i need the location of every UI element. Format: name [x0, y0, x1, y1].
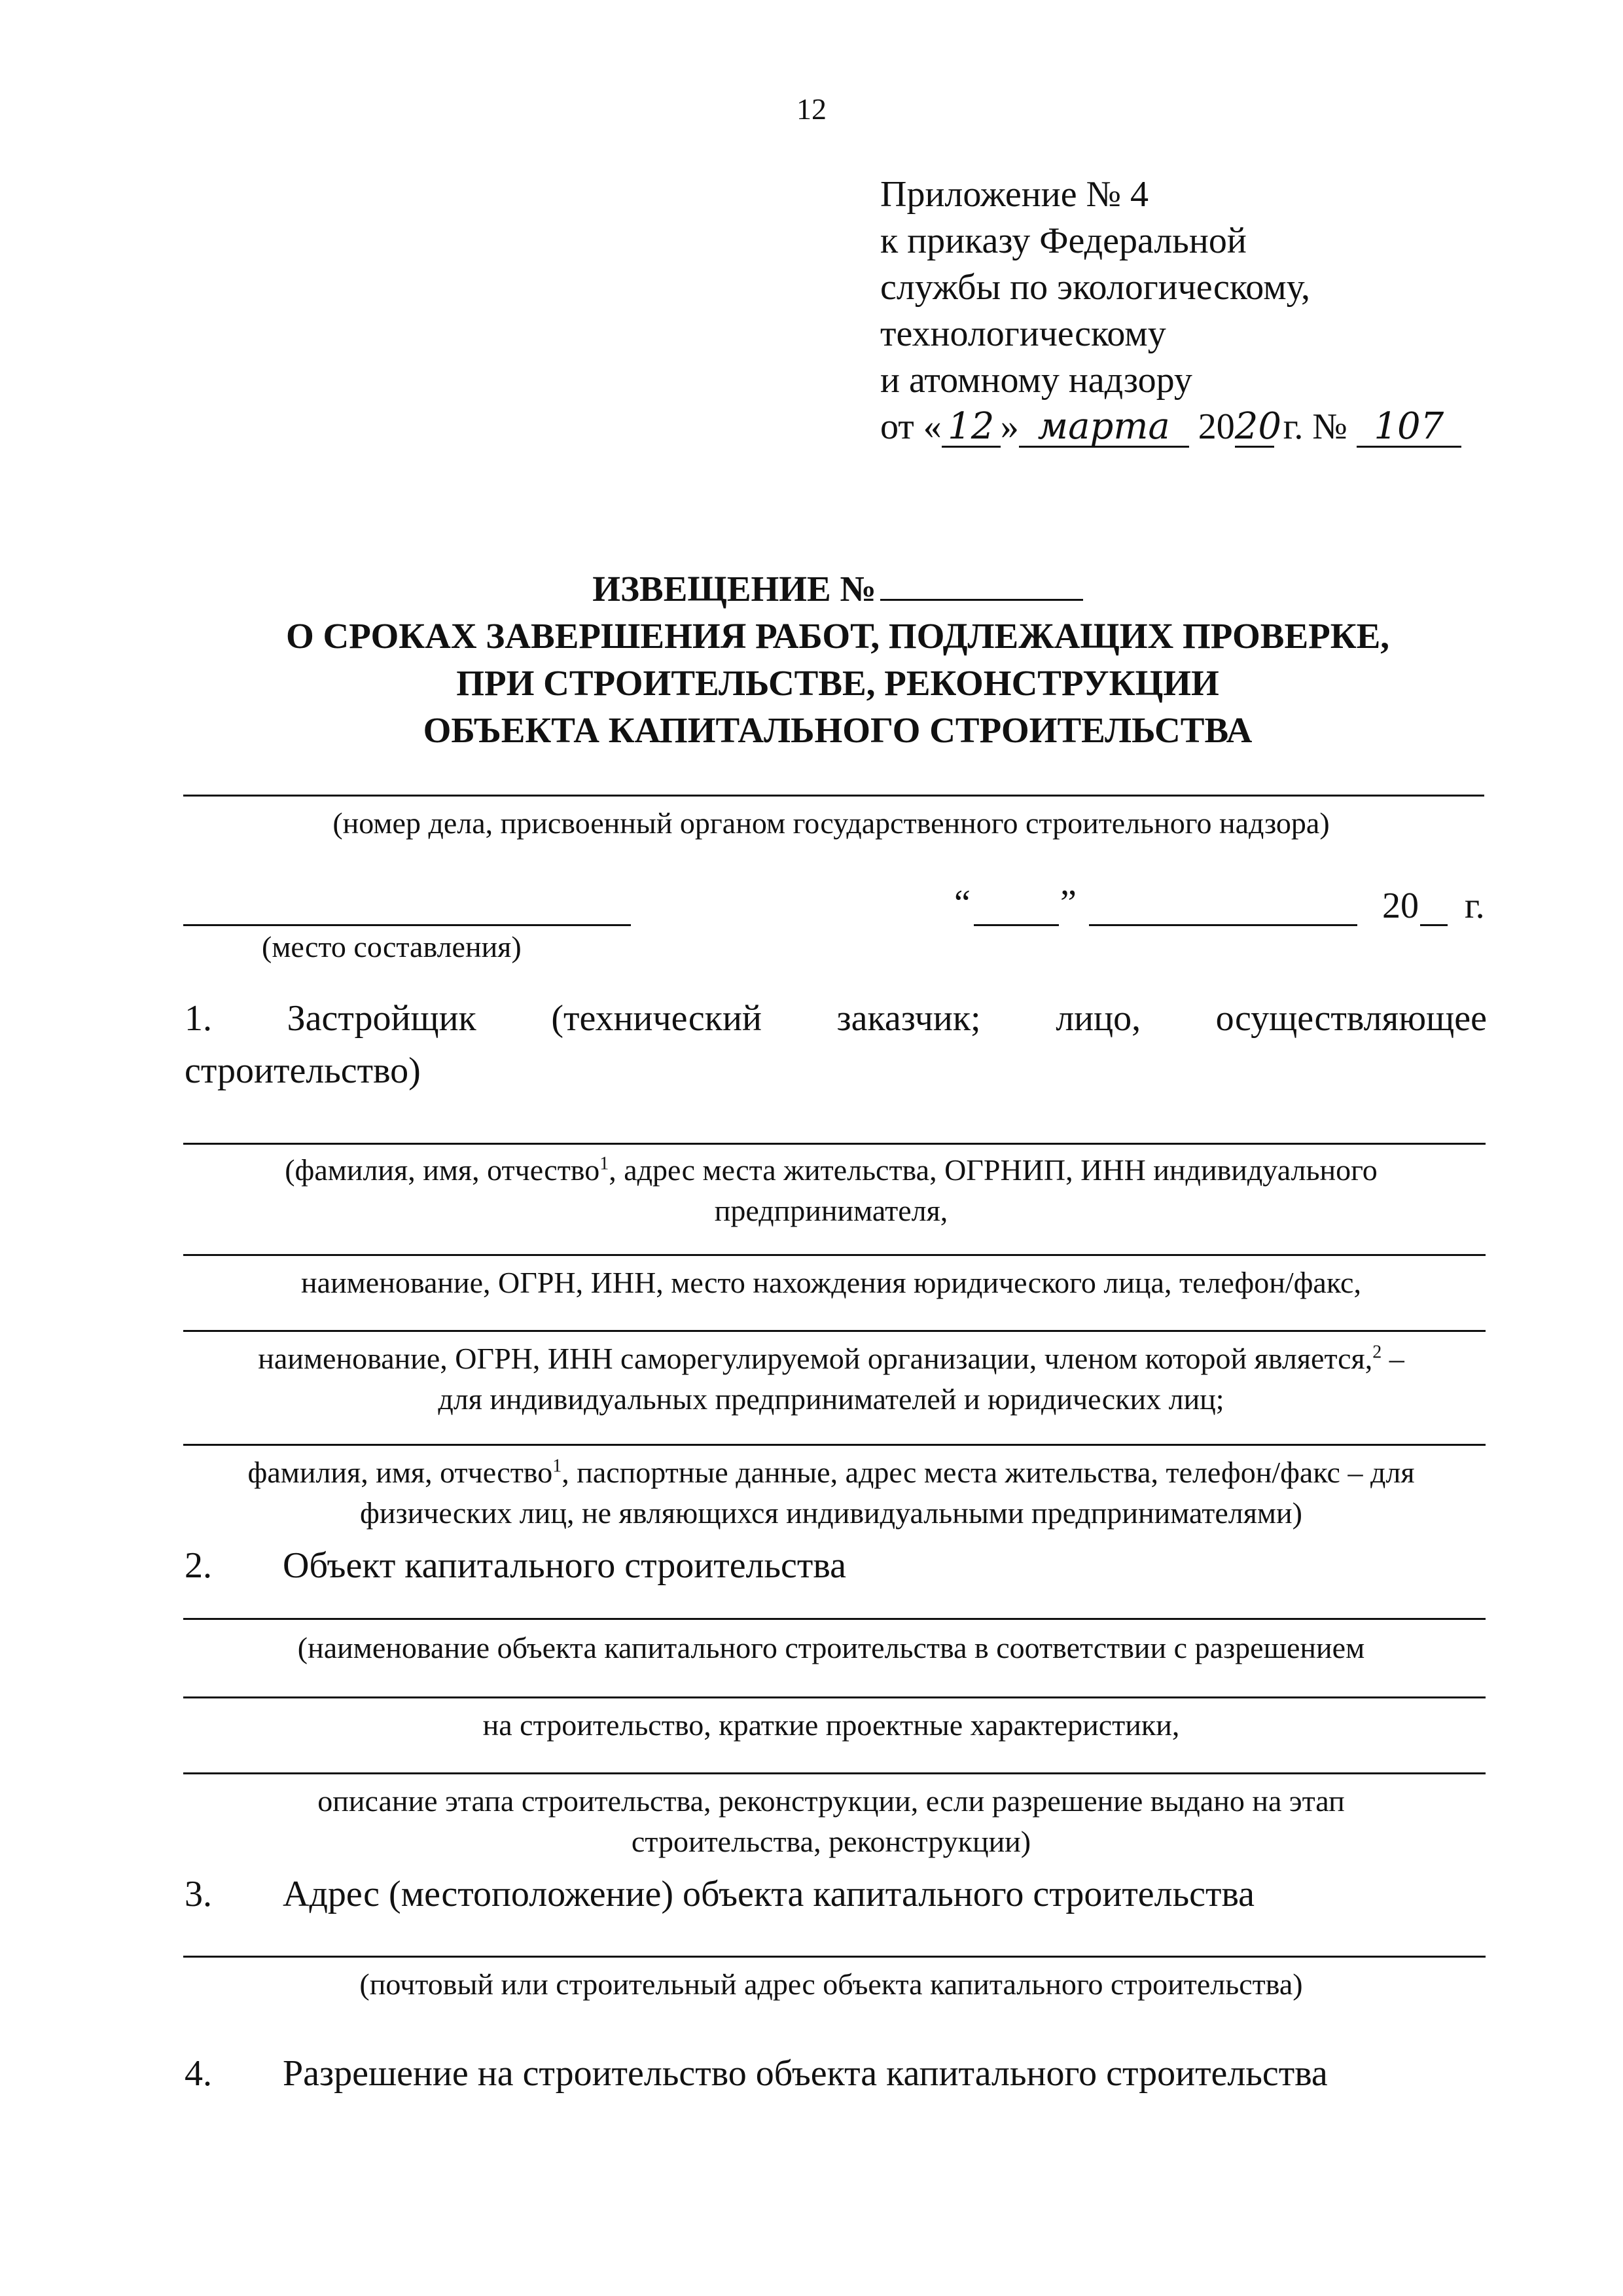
developer-caption-3b: для индивидуальных предпринимателей и юридических лиц; — [438, 1382, 1224, 1416]
case-number-field[interactable] — [183, 795, 1484, 797]
section-1-heading-line-2: строительство) — [185, 1050, 421, 1091]
developer-caption-1 — [183, 1149, 1479, 1191]
section-2-number: 2. — [185, 1545, 212, 1586]
date-open-quote: “ — [954, 883, 971, 924]
section-1-word: Застройщик — [287, 998, 476, 1039]
section-1-word: осуществляющее — [1215, 998, 1487, 1039]
place-field[interactable] — [183, 924, 631, 926]
appendix-line-5: и атомному надзору — [880, 360, 1192, 401]
caption-text: фамилия, имя, отчество — [247, 1456, 553, 1489]
appendix-line-3: службы по экологическому, — [880, 267, 1311, 308]
section-3-heading: Адрес (местоположение) объекта капитального строительства — [283, 1874, 1255, 1914]
developer-caption-2: наименование, ОГРН, ИНН, место нахождения юридического лица, телефон/факс, — [301, 1266, 1361, 1299]
developer-caption-1b: предпринимателя, — [714, 1194, 948, 1227]
case-number-caption: (номер дела, присвоенный органом государственного строительного надзора) — [332, 806, 1330, 840]
object-caption-3: описание этапа строительства, реконструкции, если разрешение выдано на этап — [317, 1784, 1345, 1818]
section-1-number: 1. — [185, 998, 212, 1039]
date-quote-close: » — [1000, 406, 1019, 447]
appendix-line-4: технологическому — [880, 314, 1166, 354]
handwritten-order-number: 107 — [1357, 408, 1461, 448]
section-4-heading: Разрешение на строительство объекта капитального строительства — [283, 2053, 1328, 2094]
object-caption-2: на строительство, краткие проектные характеристики, — [482, 1708, 1180, 1742]
appendix-date-line — [880, 404, 1461, 450]
section-1-heading — [185, 997, 1487, 1039]
section-2-heading: Объект капитального строительства — [283, 1545, 846, 1586]
notice-number-field[interactable] — [880, 599, 1083, 601]
object-name-field[interactable] — [183, 1618, 1486, 1620]
developer-caption-3 — [183, 1338, 1479, 1380]
date-year-prefix: 20 — [1382, 886, 1419, 926]
notice-title: ИЗВЕЩЕНИЕ № — [592, 569, 876, 609]
section-4-number: 4. — [185, 2053, 212, 2094]
handwritten-month: марта — [1019, 408, 1189, 448]
developer-legal-entity-field[interactable] — [183, 1254, 1486, 1256]
footnote-ref: 2 — [1372, 1342, 1382, 1363]
year-prefix: 20 — [1198, 406, 1235, 447]
date-year-field[interactable] — [1420, 924, 1448, 926]
date-close-quote: ” — [1060, 883, 1077, 924]
title-line-3: ПРИ СТРОИТЕЛЬСТВЕ, РЕКОНСТРУКЦИИ — [456, 663, 1219, 703]
object-caption-3b: строительства, реконструкции) — [631, 1825, 1031, 1858]
title-line-4: ОБЪЕКТА КАПИТАЛЬНОГО СТРОИТЕЛЬСТВА — [423, 710, 1253, 750]
address-caption: (почтовый или строительный адрес объекта капитального строительства) — [359, 1967, 1303, 2001]
object-characteristics-field[interactable] — [183, 1696, 1486, 1698]
place-caption: (место составления) — [262, 930, 522, 963]
caption-text: – — [1382, 1342, 1404, 1375]
caption-text: , паспортные данные, адрес места жительства, телефон/факс – для — [562, 1456, 1415, 1489]
order-number-prefix: г. № — [1283, 406, 1347, 447]
object-caption-1: (наименование объекта капитального строительства в соответствии с разрешением — [297, 1631, 1365, 1664]
caption-text: наименование, ОГРН, ИНН саморегулируемой организации, членом которой является, — [258, 1342, 1373, 1375]
page-number: 12 — [796, 92, 827, 126]
caption-text: , адрес места жительства, ОГРНИП, ИНН индивидуального — [609, 1153, 1378, 1187]
appendix-line-1: Приложение № 4 — [880, 174, 1149, 215]
object-stage-field[interactable] — [183, 1772, 1486, 1774]
section-1-word: (технический — [551, 998, 762, 1039]
object-address-field[interactable] — [183, 1956, 1486, 1958]
appendix-header — [880, 171, 1461, 450]
date-month-field[interactable] — [1089, 924, 1357, 926]
section-3-number: 3. — [185, 1874, 212, 1914]
appendix-line-2: к приказу Федеральной — [880, 221, 1247, 261]
date-day-field[interactable] — [974, 924, 1059, 926]
date-year-suffix: г. — [1465, 886, 1485, 926]
title-line-1 — [105, 568, 1571, 609]
handwritten-day: 12 — [942, 408, 1001, 448]
developer-caption-4b: физических лиц, не являющихся индивидуальными предпринимателями) — [360, 1496, 1302, 1530]
developer-physical-person-field[interactable] — [183, 1444, 1486, 1446]
section-1-word: заказчик; — [836, 998, 981, 1039]
section-1-word: лицо, — [1056, 998, 1141, 1039]
footnote-ref: 1 — [552, 1456, 562, 1477]
footnote-ref: 1 — [599, 1153, 609, 1174]
developer-caption-4 — [183, 1452, 1479, 1494]
caption-text: (фамилия, имя, отчество — [285, 1153, 600, 1187]
title-line-2: О СРОКАХ ЗАВЕРШЕНИЯ РАБОТ, ПОДЛЕЖАЩИХ ПРОВЕРКЕ, — [285, 616, 1390, 656]
date-prefix: от « — [880, 406, 942, 447]
handwritten-year: 20 — [1234, 405, 1281, 448]
developer-individual-field[interactable] — [183, 1143, 1486, 1145]
developer-sro-field[interactable] — [183, 1330, 1486, 1332]
